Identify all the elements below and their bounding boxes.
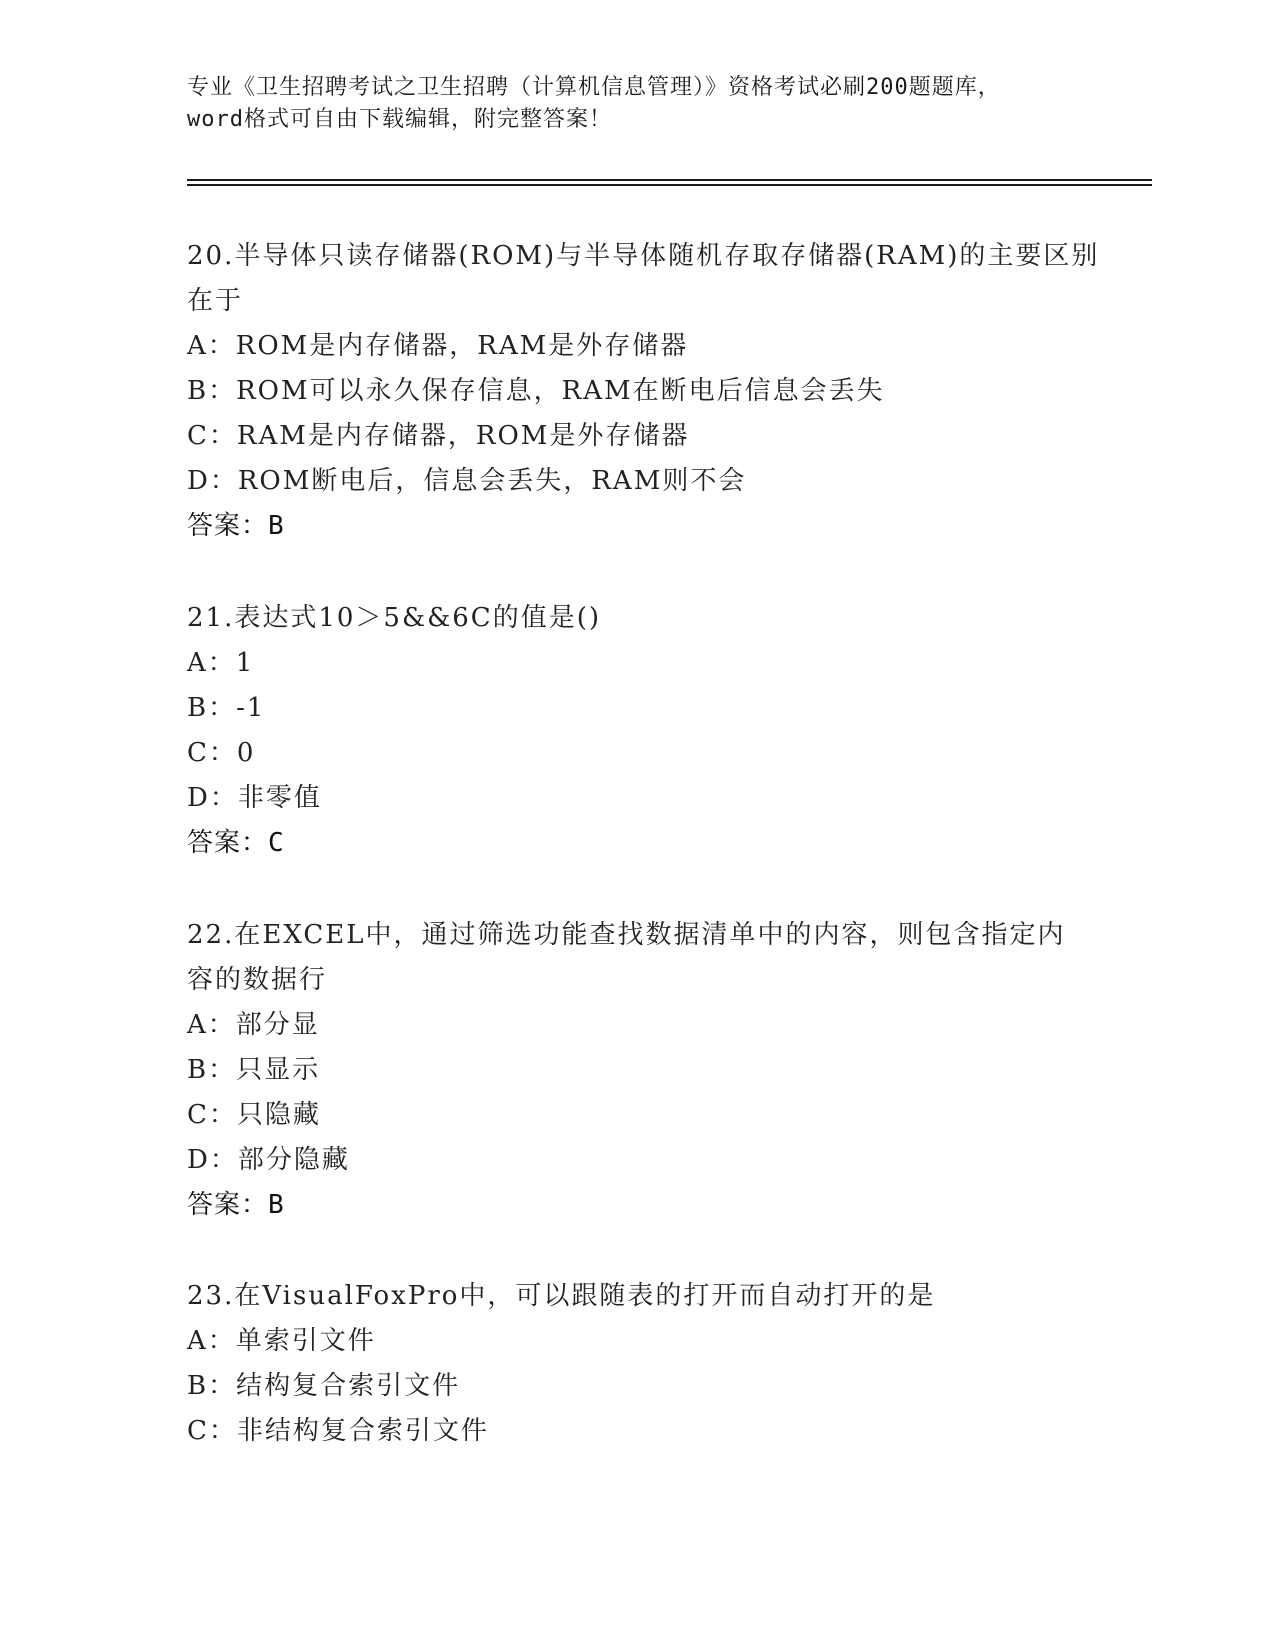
question-20-stem-line-2: 在于 — [187, 286, 244, 316]
question-21-option-b: B：-1 — [187, 693, 266, 723]
question-21-option-c: C：0 — [187, 738, 256, 768]
question-22-stem-line-1: 22.在EXCEL中，通过筛选功能查找数据清单中的内容，则包含指定内 — [187, 920, 1066, 950]
question-20-option-a: A：ROM是内存储器，RAM是外存储器 — [187, 331, 689, 361]
header-divider-bottom — [187, 184, 1152, 186]
question-20-option-b: B：ROM可以永久保存信息，RAM在断电后信息会丢失 — [187, 376, 885, 406]
header-line-1: 专业《卫生招聘考试之卫生招聘（计算机信息管理）》资格考试必刷200题题库， — [187, 75, 1001, 100]
question-22-option-d: D：部分隐藏 — [187, 1145, 350, 1175]
question-22-stem-line-2: 容的数据行 — [187, 965, 328, 995]
header-line-2: word格式可自由下载编辑，附完整答案！ — [187, 107, 612, 132]
question-22-option-a: A：部分显 — [187, 1010, 320, 1040]
question-20-option-c: C：RAM是内存储器，ROM是外存储器 — [187, 421, 690, 451]
question-22-answer: 答案：B — [187, 1190, 285, 1220]
question-20-stem-line-1: 20.半导体只读存储器(ROM)与半导体随机存取存储器(RAM)的主要区别 — [187, 241, 1100, 271]
question-22-option-c: C：只隐藏 — [187, 1100, 321, 1130]
question-20-option-d: D：ROM断电后，信息会丢失，RAM则不会 — [187, 466, 747, 496]
question-23-stem-line-1: 23.在VisualFoxPro中，可以跟随表的打开而自动打开的是 — [187, 1281, 936, 1311]
question-20-answer: 答案：B — [187, 511, 285, 541]
question-23-option-a: A：单索引文件 — [187, 1326, 376, 1356]
question-21-stem-line-1: 21.表达式10＞5&&6C的值是() — [187, 603, 601, 633]
question-23-option-c: C：非结构复合索引文件 — [187, 1416, 489, 1446]
question-21-answer: 答案：C — [187, 828, 285, 858]
header-divider-top — [187, 179, 1152, 181]
question-23-option-b: B：结构复合索引文件 — [187, 1371, 461, 1401]
question-21-option-a: A：1 — [187, 648, 255, 678]
question-22-option-b: B：只显示 — [187, 1055, 321, 1085]
question-21-option-d: D：非零值 — [187, 783, 322, 813]
document-header — [187, 72, 1087, 136]
